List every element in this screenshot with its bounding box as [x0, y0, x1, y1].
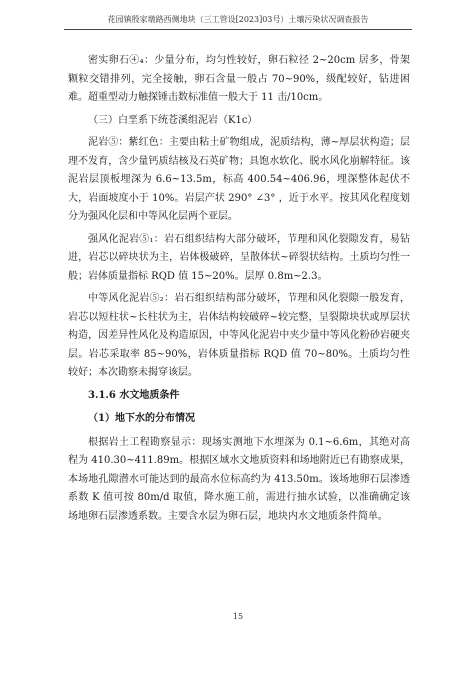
page-number: 15	[232, 612, 244, 621]
body-text	[68, 52, 410, 530]
paragraph-mudstone: 泥岩⑤：紫红色：主要由粘土矿物组成，泥质结构，薄~厚层状构造；层理不发育，含少量钙质结核及石英矿物；具饱水软化、脱水风化崩解特征。该泥岩层顶板埋深为 6.6~13.5m，标高 400.54~406.96，埋深整体起伏不大，岩面坡度小于 10%。岩层产状 290° ∠3° ，近于水平。按其风化程度划分为强风化层和中等风化层两个亚层。	[68, 137, 410, 222]
running-header: 花园镇殷家墩路西侧地块（三工管设[2023]03号）土壤污染状况调查报告	[64, 14, 412, 30]
paragraph-strongly-weathered: 强风化泥岩⑤₁：岩石组织结构大部分破坏，节理和风化裂隙发育，易钻进，岩芯以碎块状为主，岩体极破碎，呈散体状~碎裂状结构。土质均匀性一般；岩体质量指标 RQD 值 15~20%。层厚 0.8m~2.3。	[68, 233, 410, 282]
section-heading-hydrogeology: 3.1.6 水文地质条件	[88, 389, 180, 401]
subheading-cretaceous-mudstone: （三）白垩系下统苍溪组泥岩（K1c）	[88, 114, 258, 126]
paragraph-groundwater: 根据岩土工程勘察显示：现场实测地下水埋深为 0.1~6.6m，其绝对高程为 410.30~411.89m。根据区域水文地质资料和场地附近已有勘察成果，本场地孔隙潜水可能达到的最高水位标高约为 413.50m。该场地卵石层渗透系数 K 值可按 80m/d 取值，降水施工前，需进行抽水试验，以准确确定该场地卵石层渗透系数。主要含水层为卵石层，地块内水文地质条件简单。	[68, 436, 410, 522]
paragraph-moderately-weathered: 中等风化泥岩⑤₂：岩石组织结构部分破坏，节理和风化裂隙一般发育，岩芯以短柱状~长柱状为主，岩体结构较破碎~较完整，呈裂隙块状或厚层状构造，因差异性风化及构造原因，中等风化泥岩中夹少量中等风化粉砂岩硬夹层。岩芯采取率 85~90%，岩体质量指标 RQD 值 70~80%。土质均匀性较好；本次勘察未揭穿该层。	[68, 293, 410, 378]
paragraph-dense-gravel: 密实卵石④₄：少量分布，均匀性较好，卵石粒径 2~20cm 居多，骨架颗粒交错排列，完全接触，卵石含量一般占 70~90%，级配较好，钻进困难。超重型动力触探锤击数标准值一般大于 11 击/10cm。	[68, 55, 410, 103]
subsection-heading-groundwater: （1）地下水的分布情况	[88, 413, 195, 424]
